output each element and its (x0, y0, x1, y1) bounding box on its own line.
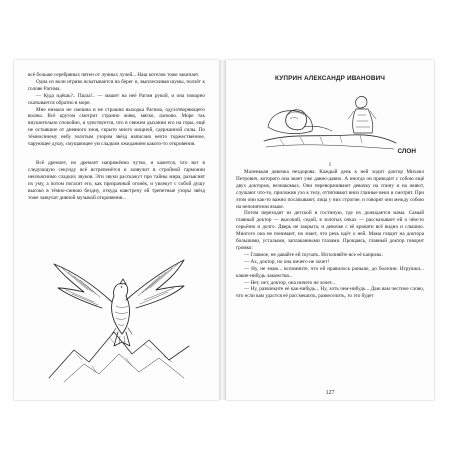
book-gutter (219, 60, 226, 400)
story-title: СЛОН (397, 148, 416, 155)
sick-girl-illustration (260, 87, 400, 155)
paragraph: Маленькая девочка нездорова. Каждый день к ней ходит доктор Михаил Петрович, которого она знает уже давно-давно. А иногда он приводит с собою ещё двух докторов, незнакомых. Они переворачивают девочку на спину и на живот, слушают что-то, приложив ухо к телу, оттягивают вниз глазные веки и смотрят. При этом они как-то важно посапывают, лица у них строгие, и говорят они между собою на непонятном языке. (236, 169, 424, 210)
left-page-text-top (28, 72, 205, 148)
left-page (14, 60, 219, 400)
paragraph: Мне нимало не смешна и не страшна выходка Рагима, одухотворяющего волны. Всё кругом смотрит странно живо, мягко, ласково. Море так внушительно спокойно, и чувствуется, что в свежем дыхании его на горы, ещё не остывшие от дневного зноя, скрыто много мощной, сдержанной силы. По тёмносинему небу золотым узором звёзд написано нечто торжественное, чарующее душу, смущающее ум сладким ожиданием какого-то откровения. (28, 106, 205, 148)
paragraph: Одна из волн игриво вскатывается на берег и, выплескивая шумы, ползёт к голове Рагима. (28, 78, 205, 92)
paragraph: всё больше серебряных пятен от лунных лучей... Наш котелок тоже закипает. (28, 72, 200, 78)
paragraph: — Ну, не знаю... вспомните, что ей нравилось раньше, до болезни. Игрушки... какие-нибудь лакомства... (236, 265, 424, 279)
girl-in-bed-drawing (260, 87, 400, 155)
paragraph: — Куда идёшь?.. Пшла!.. — машет на неё Рагим рукой, и она покорно скатывается обратно в море. (28, 92, 205, 106)
right-page (226, 60, 434, 400)
paragraph: Потом переходят из детской в гостиную, где их дожидается мама. Самый главный доктор — высокий, седой, в золотых очках — рассказывает ей о чём-то серьёзно и долго. Дверь не закрыта, и девочке с её кровати всё видно и слышно. Многого она не понимает, но знает, что речь идёт о ней. Мама глядит на доктора большими, усталыми, заплаканными глазами. Прощаясь, главный доктор говорит громко: (236, 210, 424, 251)
falcon-drawing (44, 250, 194, 388)
page-number: 127 (325, 390, 335, 396)
paragraph: — Ах, доктор, но она ничего не хочет! (244, 258, 330, 265)
author-name: КУПРИН АЛЕКСАНДР ИВАНОВИЧ (275, 75, 385, 82)
left-page-text-middle (28, 160, 205, 201)
paragraph: — Ну, развлеките её как-нибудь... Ну, хоть чем-нибудь... Даю вам честное слово, что если вам удастся её рассмешить, развеселить, то это будет (236, 286, 424, 300)
chapter-number: I (329, 162, 331, 168)
falcon-illustration (44, 250, 194, 388)
right-page-text (236, 169, 424, 300)
paragraph: — Нет, нет, доктор, она ничего не хочет... (244, 279, 336, 286)
paragraph: Всё дремлет, но дремлет напряжённо чутко, и кажется, что вот в следующую секунду всё встрепенётся и зазвучит в стройной гармонии неизъяснимо сладких звуков. Эти звуки расскажут про тайны мира, разъяснят их уму, а потом погасят его, как призрачный огонёк, и увлекут с собой душу высоко в тёмно-синюю бездну, откуда навстречу ей трепетные узоры звёзд тоже зазвучат дивной музыкой откровения... (28, 160, 205, 201)
paragraph: — Главное, не давайте ей скучать. Исполняйте все её капризы. (244, 251, 383, 258)
